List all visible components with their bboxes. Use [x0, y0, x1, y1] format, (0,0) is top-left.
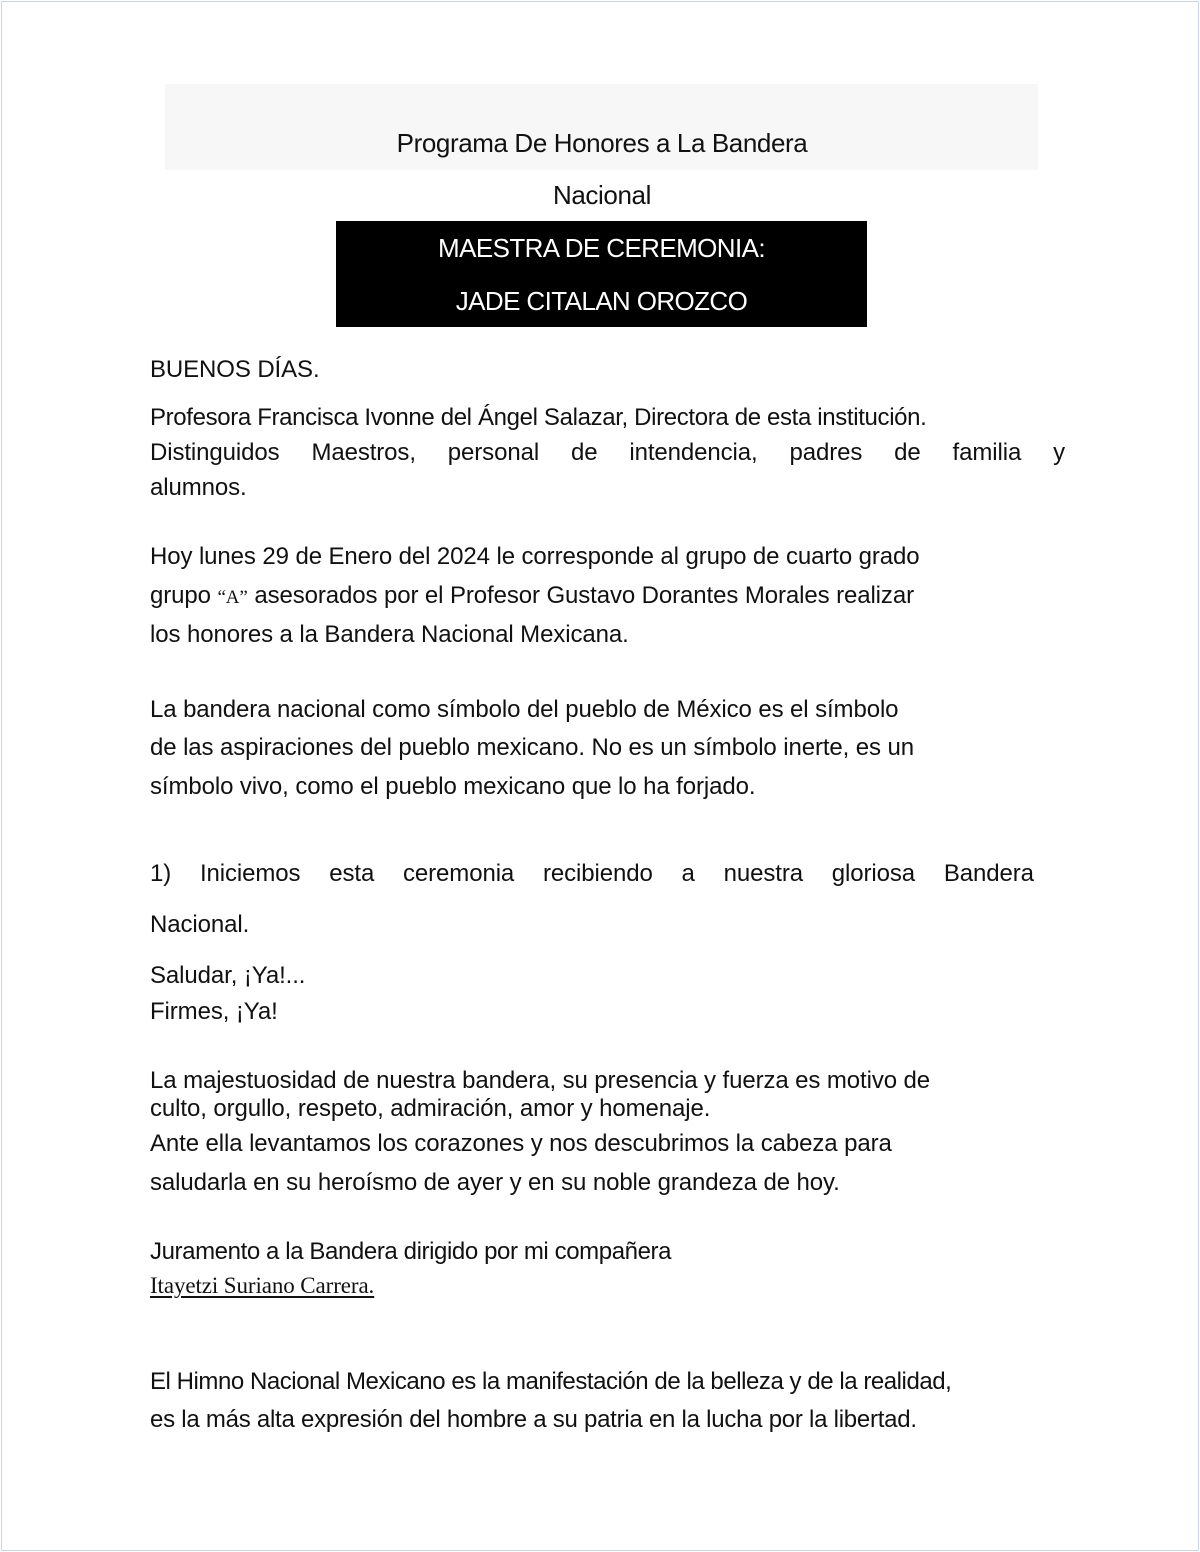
document-title-line-2: Nacional: [553, 180, 651, 210]
address-word: de: [570, 439, 598, 466]
banner-name: JADE CITALAN OROZCO: [455, 286, 748, 316]
announcement-line-2: [150, 582, 914, 610]
symbol-line-2: de las aspiraciones del pueblo mexicano. No es un símbolo inerte, es un: [150, 734, 915, 761]
address-word: personal: [447, 439, 540, 466]
anthem-line-1: El Himno Nacional Mexicano es la manifestación de la belleza y de la realidad,: [150, 1368, 952, 1395]
command-attention: Firmes, ¡Ya!: [150, 998, 278, 1025]
step-word: Iniciemos: [199, 860, 301, 887]
address-word: intendencia,: [629, 439, 758, 466]
step-word: gloriosa: [831, 860, 916, 887]
step-word: a: [681, 860, 695, 887]
symbol-line-1: La bandera nacional como símbolo del pueblo de México es el símbolo: [150, 696, 899, 723]
address-word: y: [1053, 439, 1065, 466]
majesty-line-4: saludarla en su heroísmo de ayer y en su noble grandeza de hoy.: [150, 1169, 840, 1196]
step-word: nuestra: [723, 860, 803, 887]
announcement-line-3: los honores a la Bandera Nacional Mexicana.: [150, 621, 629, 648]
oath-leader-name: Itayetzi Suriano Carrera.: [150, 1273, 375, 1298]
oath-line: Juramento a la Bandera dirigido por mi compañera: [150, 1238, 672, 1265]
step-word: esta: [329, 860, 375, 887]
majesty-line-3: Ante ella levantamos los corazones y nos descubrimos la cabeza para: [150, 1130, 892, 1157]
address-word: de: [894, 439, 921, 466]
command-salute: Saludar, ¡Ya!...: [150, 962, 306, 989]
announcement-line-1: Hoy lunes 29 de Enero del 2024 le corresponde al grupo de cuarto grado: [150, 543, 920, 570]
address-word: familia: [952, 439, 1022, 466]
address-word: padres: [789, 439, 863, 466]
symbol-line-3: símbolo vivo, como el pueblo mexicano que lo ha forjado.: [150, 773, 756, 800]
step-word: recibiendo: [542, 860, 653, 887]
banner-role: MAESTRA DE CEREMONIA:: [438, 233, 765, 263]
anthem-line-2: es la más alta expresión del hombre a su patria en la lucha por la libertad.: [150, 1406, 917, 1433]
document-page: [1, 1, 1199, 1551]
announcement-text: grupo: [150, 582, 218, 609]
announcement-text: asesorados por el Profesor Gustavo Dorantes Morales realizar: [247, 582, 914, 609]
step-1-line-1: [150, 860, 1034, 888]
majesty-line-2: culto, orgullo, respeto, admiración, amor y homenaje.: [150, 1095, 711, 1122]
document-title-line-1: Programa De Honores a La Bandera: [396, 128, 808, 158]
address-word: Distinguidos: [150, 439, 280, 466]
address-line-3: alumnos.: [150, 474, 247, 501]
step-word: 1): [150, 860, 172, 887]
step-word: Bandera: [943, 860, 1034, 887]
step-1-line-2: Nacional.: [150, 911, 250, 938]
greeting: BUENOS DÍAS.: [150, 356, 320, 383]
step-word: ceremonia: [403, 860, 515, 887]
address-word: Maestros,: [311, 439, 416, 466]
document-content: [2, 2, 1198, 1550]
majesty-line-1: La majestuosidad de nuestra bandera, su presencia y fuerza es motivo de: [150, 1067, 931, 1094]
address-line-1: Profesora Francisca Ivonne del Ángel Salazar, Directora de esta institución.: [150, 404, 927, 431]
ceremony-master-banner: [336, 221, 867, 327]
group-letter: “A”: [217, 587, 248, 608]
address-line-2: [150, 439, 1065, 467]
